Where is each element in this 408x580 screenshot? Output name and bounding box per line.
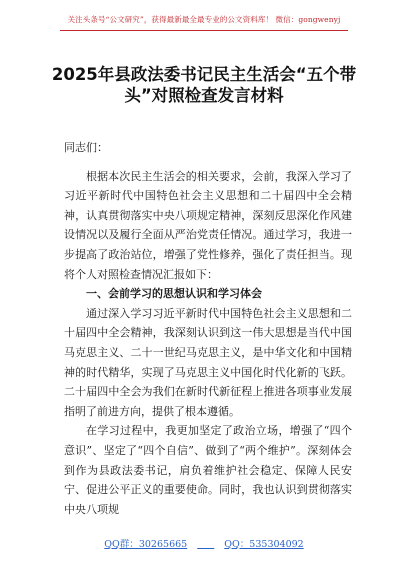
section-paragraph: 通过深入学习习近平新时代中国特色社会主义思想和二十届四中全会精神，我深刻认识到这一伟大思想是当代中国马克思主义、二十一世纪马克思主义，是中华文化和中国精神的时代精华，实现了马克思主义中国化时代化新的飞跃。二十届四中全会为我们在新时代新征程上推进各项事业发展指明了前进方向，提供了根本遵循。 <box>64 306 352 418</box>
qq-contact-link[interactable]: QQ：535304092 <box>224 539 304 550</box>
section-heading: 一、会前学习的思想认识和学习体会 <box>86 287 262 301</box>
document-body <box>64 138 352 519</box>
header-divider <box>60 30 348 31</box>
intro-paragraph: 根据本次民主生活会的相关要求，会前，我深入学习了习近平新时代中国特色社会主义思想和二十届四中全会精神，认真贯彻落实中央八项规定精神，深刻反思深化作风建设情况以及履行全面从严治党责任情况。通过学习，我进一步提高了政治站位，增强了党性修养，强化了责任担当。现将个人对照检查情况汇报如下： <box>64 169 352 281</box>
document-title: 2025年县政法委书记民主生活会“五个带头”对照检查发言材料 <box>51 65 357 105</box>
qq-group-link[interactable]: QQ群：30265665 <box>104 539 188 550</box>
section-paragraph: 在学习过程中，我更加坚定了政治立场，增强了“四个意识”、坚定了“四个自信”、做到了“两个维护”。深刻体会到作为县政法委书记，肩负着维护社会稳定、保障人民安宁、促进公平正义的重要使命。同时，我也认识到贯彻落实中央八项规 <box>64 424 352 516</box>
greeting: 同志们： <box>64 141 108 154</box>
promo-header: 关注头条号“公文研究”，获得最新最全最专业的公文资料库！ 微信：gongwenyj <box>67 15 341 24</box>
contact-footer <box>0 536 408 550</box>
